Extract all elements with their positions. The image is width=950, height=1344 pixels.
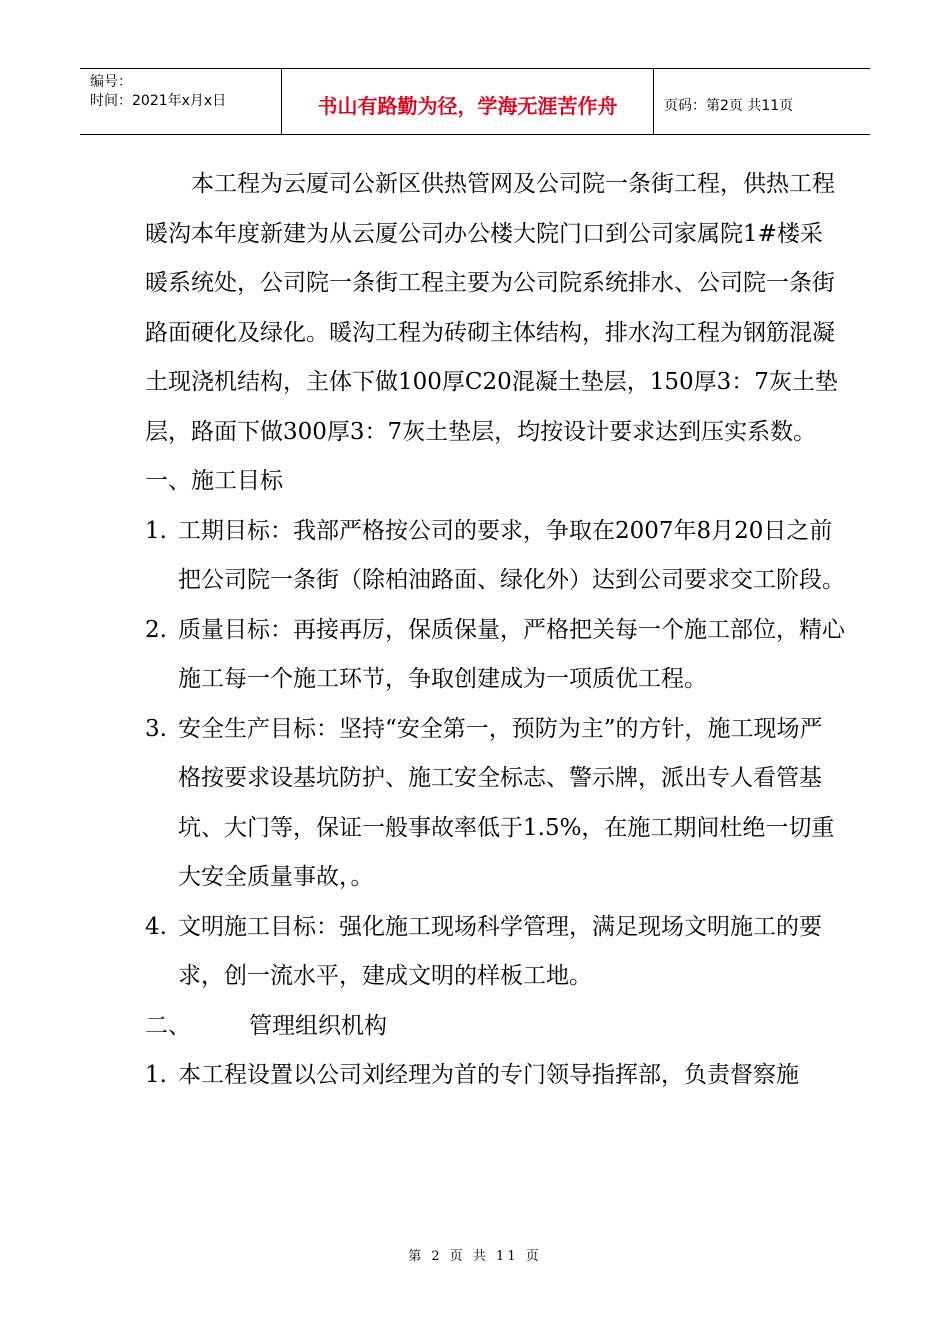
list-item: [145, 705, 845, 903]
list-item-text: 本工程设置以公司刘经理为首的专门领导指挥部，负责督察施: [178, 1062, 799, 1088]
list-item-number: 1.: [145, 1062, 167, 1088]
list-item-number: 3.: [145, 715, 167, 742]
header-page-label: 页码：第2页 共11页: [664, 97, 794, 114]
page-footer: 第 2 页 共 11 页: [408, 1249, 542, 1264]
list-item: [145, 606, 845, 705]
intro-paragraph: 本工程为云厦司公新区供热管网及公司院一条街工程，供热工程暖沟本年度新建为从云厦公司办公楼大院门口到公司家属院1#楼采暖系统处，公司院一条街工程主要为公司院系统排水、公司院一条街路面硬化及绿化。暖沟工程为砖砌主体结构，排水沟工程为钢筋混凝土现浇机结构，主体下做100厚C20混凝土垫层，150厚3：7灰土垫层，路面下做300厚3：7灰土垫层，均按设计要求达到压实系数。: [145, 171, 838, 445]
list-item-text: 工期目标：我部严格按公司的要求，争取在2007年8月20日之前把公司院一条街（除柏油路面、绿化外）达到公司要求交工阶段。: [178, 517, 845, 593]
list-item-text: 文明施工目标：强化施工现场科学管理，满足现场文明施工的要求，创一流水平，建成文明的样板工地。: [178, 913, 822, 989]
section-heading-title: 管理组织机构: [249, 1012, 387, 1039]
list-item: [145, 1051, 845, 1101]
header-meta-cell: [80, 69, 282, 134]
page-header: [80, 68, 870, 135]
section-heading-organization: [145, 1002, 845, 1052]
header-date-label: 时间：2021年x月x日: [90, 93, 227, 109]
list-item-text: 安全生产目标：坚持“安全第一，预防为主”的方针，施工现场严格按要求设基坑防护、施工安全标志、警示牌，派出专人看管基坑、大门等，保证一般事故率低于1.5%，在施工期间杜绝一切重大安全质量事故，。: [178, 715, 835, 890]
list-item-number: 1.: [145, 517, 167, 544]
header-number-label: 编号：: [90, 74, 132, 90]
header-motto: 书山有路勤为径，学海无涯苦作舟: [282, 69, 654, 134]
list-item: [145, 507, 845, 606]
list-item: [145, 903, 845, 1002]
list-item-number: 2.: [145, 616, 167, 643]
list-item-number: 4.: [145, 913, 167, 940]
section-heading-prefix: 二、: [145, 1012, 191, 1039]
section-heading-goals: 一、施工目标: [145, 468, 283, 494]
document-body: [145, 160, 845, 1101]
list-item-text: 质量目标：再接再厉，保质保量，严格把关每一个施工部位，精心施工每一个施工环节，争取创建成为一项质优工程。: [178, 616, 845, 692]
